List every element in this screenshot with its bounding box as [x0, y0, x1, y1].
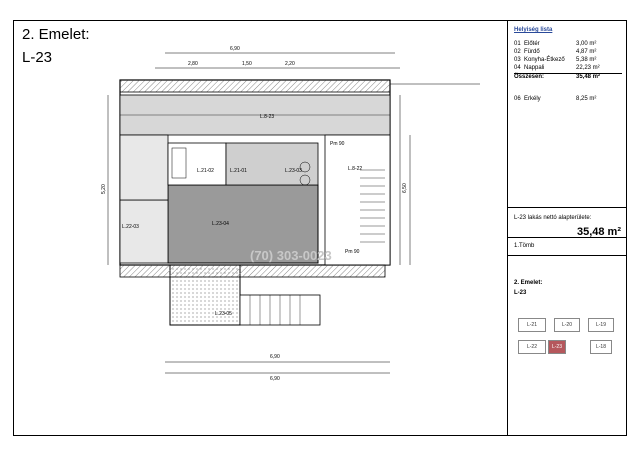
- keyplan-unit: L-20: [554, 318, 580, 332]
- net-area-value: 35,48 m²: [576, 226, 621, 238]
- balcony-row: 06 Erkély 8,25 m²: [514, 96, 597, 102]
- room-row: 03 Konyha-Étkező 5,38 m²: [514, 57, 597, 63]
- room-label-left: L.22-03: [122, 224, 139, 230]
- room-row: 02 Fürdő 4,87 m²: [514, 49, 597, 55]
- keyplan-unit: L-18: [590, 340, 612, 354]
- dim-top-1: 2,80: [188, 61, 198, 67]
- block-label: 1.Tömb: [514, 243, 535, 249]
- room-row: 04 Nappali 22,23 m²: [514, 65, 622, 74]
- keyplan-unit-active: L-23: [548, 340, 566, 354]
- net-area-label: L-23 lakás nettó alapterülete:: [514, 215, 592, 221]
- key-plan: [514, 314, 622, 384]
- dim-bottom-2: 6,90: [270, 376, 280, 382]
- room-label-living: L.23-04: [212, 221, 229, 227]
- door-label-2: Pm 90: [345, 249, 360, 255]
- dim-top-3: 2,20: [285, 61, 295, 67]
- dim-top-total: 6,90: [230, 46, 240, 52]
- dim-bottom-1: 6,90: [270, 354, 280, 360]
- room-label-corridor: L.8-23: [260, 114, 275, 120]
- room-list-title: Helyiség lista: [514, 27, 553, 33]
- floor-title: 2. Emelet:: [22, 26, 90, 43]
- keyplan-unit: L-22: [518, 340, 546, 354]
- floor-plan: [100, 40, 505, 395]
- unit-title: L-23: [22, 49, 53, 66]
- floor-ref-label: 2. Emelet:: [514, 280, 543, 286]
- dim-right: 6,50: [402, 183, 408, 193]
- room-label-bath: L.21-02: [197, 168, 214, 174]
- keyplan-unit: L-21: [518, 318, 546, 332]
- room-label-balcony: L.23-05: [215, 311, 232, 317]
- dim-top-2: 1,50: [242, 61, 252, 67]
- room-label-kitchen: L.23-03: [285, 168, 302, 174]
- room-label-entry: L.21-01: [230, 168, 247, 174]
- keyplan-unit: L-19: [588, 318, 614, 332]
- room-row: 01 Előtér 3,00 m²: [514, 41, 597, 47]
- room-label-stair: L.8-22: [348, 166, 363, 172]
- door-label-1: Pm 90: [330, 141, 345, 147]
- watermark: (70) 303-0023: [250, 248, 332, 263]
- room-sum-row: Összesen: 35,48 m²: [514, 74, 601, 80]
- dim-left: 5,20: [101, 184, 107, 194]
- floor-ref-unit: L-23: [514, 290, 527, 296]
- info-sidebar: [507, 20, 627, 436]
